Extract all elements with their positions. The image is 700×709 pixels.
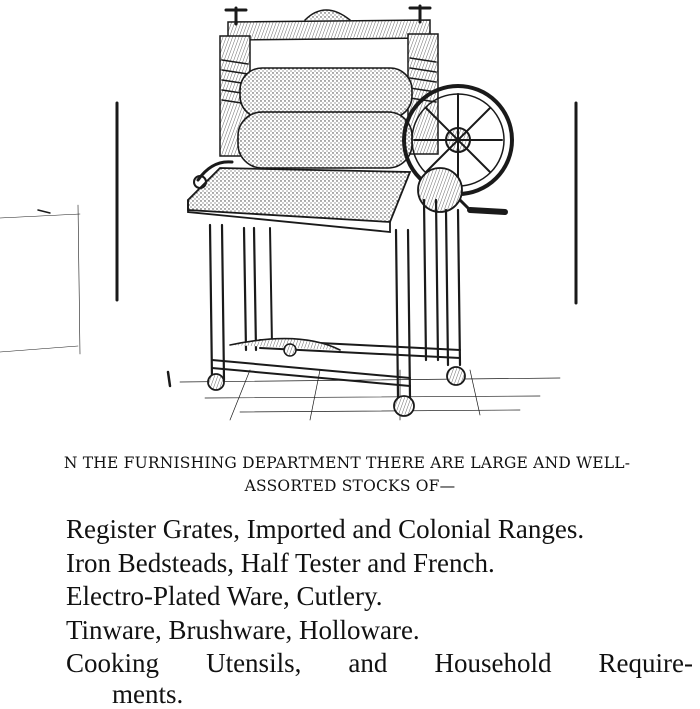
list-item: Register Grates, Imported and Colonial Ranges. <box>66 514 585 544</box>
word: Require- <box>598 648 693 678</box>
heading-line-2: ASSORTED STOCKS OF— <box>244 477 456 495</box>
stock-list <box>66 513 696 707</box>
word: Utensils, <box>206 648 302 678</box>
list-item-continuation: ments. <box>112 678 184 709</box>
department-heading <box>0 452 700 498</box>
list-item: Electro-Plated Ware, Cutlery. <box>66 581 383 611</box>
list-item: Iron Bedsteads, Half Tester and French. <box>66 547 495 578</box>
word: and <box>348 648 388 678</box>
list-item-cooking-utensils <box>66 647 693 681</box>
heading-line-1: N THE FURNISHING DEPARTMENT THERE ARE LARGE AND WELL- <box>63 454 631 472</box>
word: Household <box>434 648 552 678</box>
word: Cooking <box>66 648 160 678</box>
list-item: Tinware, Brushware, Holloware. <box>66 614 420 645</box>
